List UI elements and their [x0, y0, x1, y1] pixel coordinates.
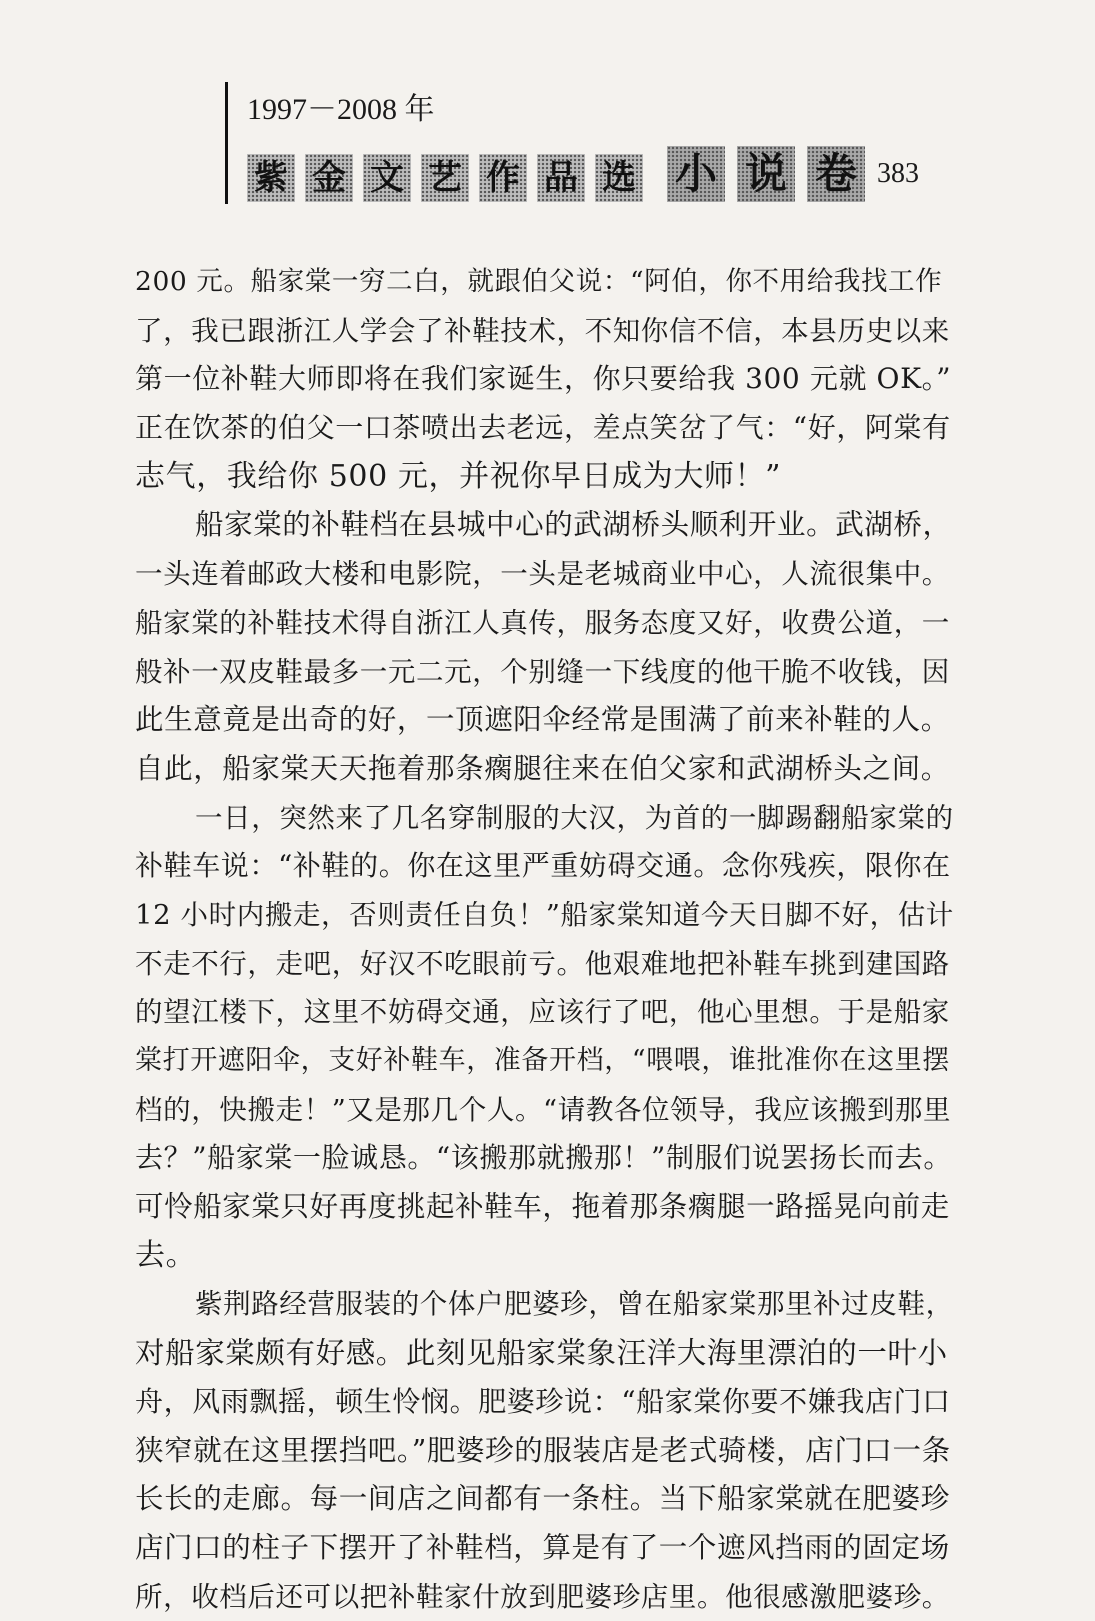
header-vertical-rule — [225, 82, 228, 204]
paragraph-start-line: 紫荆路经营服装的个体户肥婆珍，曾在船家棠那里补过皮鞋， — [195, 1288, 954, 1321]
text-line: 200 元。船家棠一穷二白，就跟伯父说：“阿伯，你不用给我找工作 — [135, 266, 943, 297]
text-line: 狭窄就在这里摆挡吧。”肥婆珍的服装店是老式骑楼，店门口一条 — [135, 1433, 951, 1467]
series-title-char: 选 — [595, 154, 643, 202]
running-header — [225, 82, 945, 207]
series-title-char: 品 — [537, 154, 585, 202]
text-line: 的望江楼下，这里不妨碍交通，应该行了吧，他心里想。于是船家 — [135, 996, 950, 1029]
series-title-char: 金 — [305, 154, 353, 202]
text-line: 第一位补鞋大师即将在我们家诞生，你只要给我 300 元就 OK。” — [135, 362, 952, 396]
series-title-char: 文 — [363, 154, 411, 202]
volume-title-char: 卷 — [807, 146, 865, 202]
series-title-char: 紫 — [247, 154, 295, 202]
text-line: 船家棠的补鞋技术得自浙江人真传，服务态度又好，收费公道，一 — [135, 606, 950, 639]
header-years: 1997－2008 年 — [247, 93, 435, 126]
series-title-char: 作 — [479, 154, 527, 202]
text-line: 补鞋车说：“补鞋的。你在这里严重妨碍交通。念你残疾，限你在 — [135, 849, 951, 883]
paragraph-start-line: 一日，突然来了几名穿制服的大汉，为首的一脚踢翻船家棠的 — [195, 801, 954, 834]
page-number: 383 — [877, 158, 919, 189]
text-line: 此生意竟是出奇的好，一顶遮阳伞经常是围满了前来补鞋的人。 — [135, 703, 950, 737]
text-line: 长长的走廊。每一间店之间都有一条柱。当下船家棠就在肥婆珍 — [135, 1482, 950, 1516]
volume-title-char: 说 — [737, 146, 795, 202]
text-line: 档的，快搬走！”又是那几个人。“请教各位领导，我应该搬到那里 — [135, 1093, 952, 1126]
text-line: 对船家棠颇有好感。此刻见船家棠象汪洋大海里漂泊的一叶小 — [135, 1336, 948, 1371]
text-line: 了，我已跟浙江人学会了补鞋技术，不知你信不信，本县历史以来 — [135, 314, 950, 347]
text-line: 去？”船家棠一脸诚恳。“该搬那就搬那！”制服们说罢扬长而去。 — [135, 1141, 952, 1175]
text-line: 般补一双皮鞋最多一元二元，个别缝一下线度的他干脆不收钱，因 — [135, 655, 950, 688]
text-line: 可怜船家棠只好再度挑起补鞋车，拖着那条瘸腿一路摇晃向前走 — [135, 1190, 950, 1224]
text-line: 12 小时内搬走，否则责任自负！”船家棠知道今天日脚不好，估计 — [135, 898, 954, 931]
text-line: 正在饮茶的伯父一口茶喷出去老远，差点笑岔了气：“好，阿棠有 — [135, 411, 951, 445]
paragraph-start-line: 船家棠的补鞋档在县城中心的武湖桥头顺利开业。武湖桥， — [195, 508, 952, 542]
text-line: 棠打开遮阳伞，支好补鞋车，准备开档，“喂喂，谁批准你在这里摆 — [135, 1045, 950, 1076]
text-line: 去。 — [135, 1237, 197, 1273]
text-line: 所，收档后还可以把补鞋家什放到肥婆珍店里。他很感激肥婆珍。 — [135, 1580, 950, 1613]
series-title — [247, 146, 877, 202]
body-text — [135, 258, 955, 1621]
volume-title-char: 小 — [667, 146, 725, 202]
text-line: 店门口的柱子下摆开了补鞋档，算是有了一个遮风挡雨的固定场 — [135, 1530, 950, 1564]
text-line: 志气，我给你 500 元，并祝你早日成为大师！” — [135, 458, 782, 494]
text-line: 一头连着邮政大楼和电影院，一头是老城商业中心，人流很集中。 — [135, 558, 950, 591]
text-line: 舟，风雨飘摇，顿生怜悯。肥婆珍说：“船家棠你要不嫌我店门口 — [135, 1384, 951, 1418]
text-line: 不走不行，走吧，好汉不吃眼前亏。他艰难地把补鞋车挑到建国路 — [135, 947, 950, 980]
text-line: 自此，船家棠天天拖着那条瘸腿往来在伯父家和武湖桥头之间。 — [135, 751, 950, 785]
series-title-char: 艺 — [421, 154, 469, 202]
